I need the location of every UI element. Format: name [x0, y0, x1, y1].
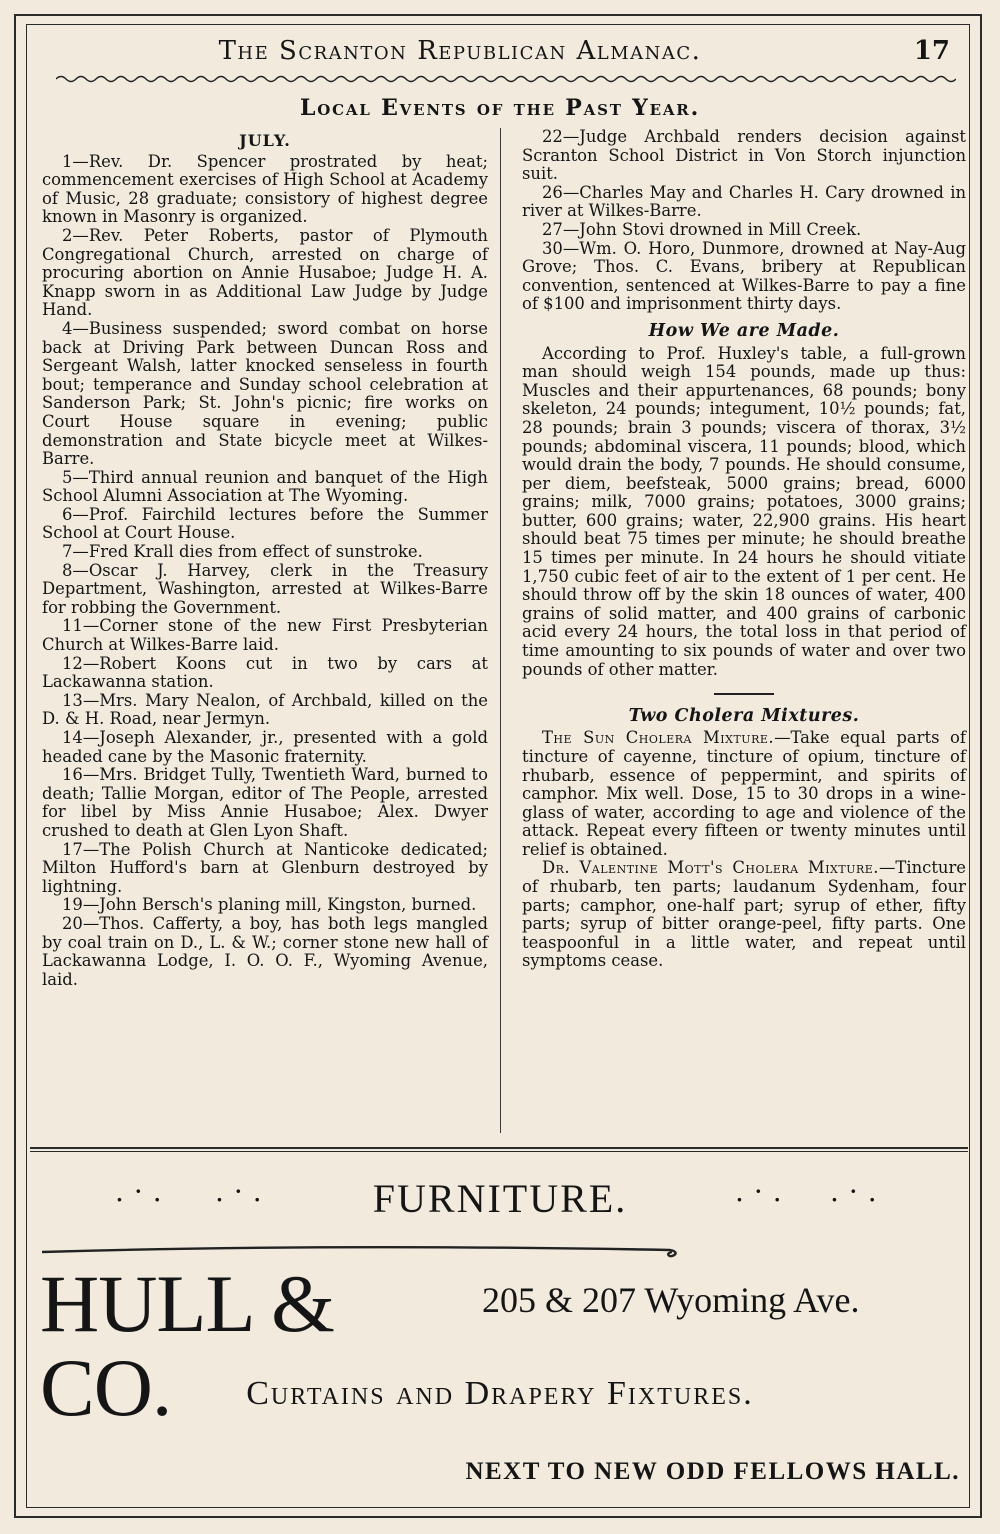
event-list-right	[522, 128, 966, 314]
event-entry: 5—Third annual reunion and banquet of the High School Alumni Association at The Wyoming.	[42, 467, 488, 506]
section-title: Local Events of the Past Year.	[299, 95, 701, 121]
column-divider	[500, 128, 501, 1133]
event-entry: 20—Thos. Cafferty, a boy, has both legs mangled by coal train on D., L. & W.; corner stone new hall of Lackawanna Lodge, I. O. O. F., Wyoming Avenue, laid.	[42, 913, 488, 989]
event-entry: 30—Wm. O. Horo, Dunmore, drowned at Nay-Aug Grove; Thos. C. Evans, bribery at Republican convention, sentenced at Wilkes-Barre to pay a fine of $100 and imprisonment thirty days.	[522, 238, 966, 314]
ad-product-line: Curtains and Drapery Fixtures.	[246, 1375, 754, 1412]
mixture-2-text: —Tincture of rhubarb, ten parts; laudanum Sydenham, four parts; camphor, one-half part; syrup of ether, fifty parts; syrup of bitter orange-peel, fifty parts. One teaspoonful in a little water, and repeat until symptoms cease.	[522, 858, 966, 971]
ornament-dots-2: .·.	[215, 1175, 272, 1208]
event-entry: 8—Oscar J. Harvey, clerk in the Treasury Department, Washington, arrested at Wilkes-Barre for robbing the Government.	[42, 560, 488, 617]
cholera-mixture-2	[522, 859, 966, 971]
event-entry: 16—Mrs. Bridget Tully, Twentieth Ward, burned to death; Tallie Morgan, editor of The People, arrested for libel by Miss Annie Husaboe; Alex. Dwyer crushed to death at Glen Lyon Shaft.	[42, 765, 488, 840]
event-entry: 2—Rev. Peter Roberts, pastor of Plymouth Congregational Church, arrested on charge of procuring abortion on Annie Husaboe; Judge H. A. Knapp sworn in as Additional Law Judge by Judge Hand.	[42, 225, 488, 320]
right-column	[522, 128, 966, 971]
ornament-dots-4: .·.	[830, 1175, 887, 1208]
event-entry: 22—Judge Archbald renders decision against Scranton School District in Von Storch injunction suit.	[522, 127, 966, 184]
mixture-1-text: —Take equal parts of tincture of cayenne, tincture of opium, tincture of rhubarb, essence of peppermint, and spirits of camphor. Mix well. Dose, 15 to 30 drops in a wine-glass of water, according to age and violence of the attack. Repeat every fifteen or twenty minutes until relief is obtained.	[522, 728, 966, 859]
event-entry: 27—John Stovi drowned in Mill Creek.	[542, 219, 862, 239]
running-header	[40, 36, 960, 74]
page-number: 17	[913, 36, 950, 66]
how-made-title: How We are Made.	[648, 320, 840, 341]
event-entry: 26—Charles May and Charles H. Cary drowned in river at Wilkes-Barre.	[522, 182, 966, 221]
ad-heading: FURNITURE.	[372, 1176, 628, 1221]
how-made-text: According to Prof. Huxley's table, a full-grown man should weigh 154 pounds, made up thus: Muscles and their appurtenances, 68 pounds; bony skeleton, 24 pounds; integument, 10½ pounds; fat, 28 pounds; brain 3 pounds; viscera of thorax, 3½ pounds; abdominal viscera, 11 pounds; blood, which would drain the body, 7 pounds. He should consume, per diem, beefsteak, 5000 grains; bread, 6000 grains; milk, 7000 grains; potatoes, 3000 grains; butter, 600 grains; water, 22,900 grains. His heart should beat 75 times per minute; he should breathe 15 times per minute. In 24 hours he should vitiate 1,750 cubic feet of air to the extent of 1 per cent. He should throw off by the skin 18 ounces of water, 400 grains of solid matter, and 400 grains of carbonic acid every 24 hours, the total loss in that period of time amounting to six pounds of water and over two pounds of other matter.	[522, 343, 966, 679]
swash-rule	[40, 1242, 680, 1258]
ad-top-rule	[30, 1147, 968, 1149]
event-entry: 19—John Bersch's planing mill, Kingston, burned.	[62, 895, 477, 915]
wavy-rule	[56, 74, 956, 84]
event-list-left	[42, 153, 488, 990]
company-address: 205 & 207 Wyoming Ave.	[482, 1280, 860, 1320]
mixture-2-name: Dr. Valentine Mott's Cholera Mixture.	[542, 858, 880, 878]
company-name: HULL & CO.	[40, 1258, 334, 1433]
month-heading: JULY.	[239, 131, 291, 150]
event-entry: 14—Joseph Alexander, jr., presented with a gold headed cane by the Masonic fraternity.	[42, 728, 488, 766]
event-entry: 13—Mrs. Mary Nealon, of Archbald, killed on the D. & H. Road, near Jermyn.	[42, 690, 488, 729]
event-entry: 12—Robert Koons cut in two by cars at Lackawanna station.	[42, 653, 488, 692]
event-entry: 1—Rev. Dr. Spencer prostrated by heat; commencement exercises of High School at Academy of Music, 28 graduate; consistory of highest degree known in Masonry is organized.	[42, 151, 488, 227]
event-entry: 4—Business suspended; sword combat on horse back at Driving Park between Duncan Ross and Sergeant Walsh, latter knocked senseless in fourth bout; temperance and Sunday school celebration at Sanderson Park; St. John's picnic; fire works on Court House square in evening; public demonstration and State bicycle meet at Wilkes-Barre.	[42, 318, 488, 469]
ad-location: NEXT TO NEW ODD FELLOWS HALL.	[465, 1458, 960, 1485]
ornament-dots-1: .·.	[115, 1175, 172, 1208]
section-divider	[714, 693, 774, 695]
ad-top-rule-thin	[30, 1151, 968, 1152]
cholera-mixture-1	[522, 729, 966, 859]
event-entry: 6—Prof. Fairchild lectures before the Summer School at Court House.	[42, 504, 488, 543]
cholera-title: Two Cholera Mixtures.	[628, 705, 860, 726]
mixture-1-name: The Sun Cholera Mixture.	[542, 728, 775, 748]
left-column	[42, 128, 488, 989]
ornament-dots-3: .·.	[735, 1175, 792, 1208]
almanac-title: The Scranton Republican Almanac.	[218, 36, 702, 66]
event-entry: 11—Corner stone of the new First Presbyterian Church at Wilkes-Barre laid.	[42, 616, 488, 655]
event-entry: 7—Fred Krall dies from effect of sunstroke.	[62, 542, 423, 562]
event-entry: 17—The Polish Church at Nanticoke dedicated; Milton Hufford's barn at Glenburn destroyed by lightning.	[42, 839, 488, 896]
